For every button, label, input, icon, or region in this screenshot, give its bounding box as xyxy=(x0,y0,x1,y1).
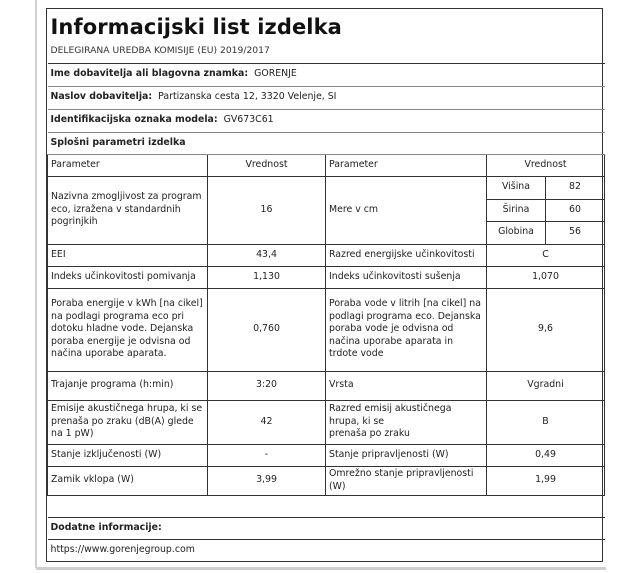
value-eei: 43,4 xyxy=(208,244,326,266)
model-row xyxy=(48,109,605,132)
section-title: Splošni parametri izdelka xyxy=(48,132,605,154)
param-type: Vrsta xyxy=(326,371,487,400)
param-energy-class: Razred energijske učinkovitosti xyxy=(326,244,487,266)
supplier-address-label: Naslov dobavitelja: xyxy=(50,91,153,103)
dimension-value-depth: 56 xyxy=(546,221,605,244)
param-off-mode: Stanje izključenosti (W) xyxy=(48,444,208,466)
param-delay-start: Zamik vklopa (W) xyxy=(48,466,208,495)
value-cleaning-index: 1,130 xyxy=(208,266,326,288)
dimension-label-width: Širina xyxy=(487,199,546,221)
supplier-name-label: Ime dobavitelja ali blagovna znamka: xyxy=(50,68,249,80)
value-off-mode: - xyxy=(208,444,326,466)
value-standby-mode: 0,49 xyxy=(487,444,605,466)
page-shadow xyxy=(286,567,606,570)
title-block xyxy=(48,9,605,63)
param-rated-capacity: Nazivna zmogljivost za program eco, izražena v standardnih pogrinjkih xyxy=(48,176,208,244)
param-water-consumption: Poraba vode v litrih [na cikel] na podlagi programa eco. Dejanska poraba vode je odvisna od načina uporabe aparata in trdote vode xyxy=(326,288,487,371)
value-type: Vgradni xyxy=(487,371,605,400)
value-rated-capacity: 16 xyxy=(208,176,326,244)
column-header-parameter: Parameter xyxy=(48,154,208,176)
page-shadow xyxy=(36,567,286,570)
model-value: GV673C61 xyxy=(223,114,274,126)
param-noise-class xyxy=(326,400,487,444)
supplier-address-value: Partizanska cesta 12, 3320 Velenje, SI xyxy=(158,91,337,103)
dimension-value-width: 60 xyxy=(546,199,605,221)
value-water-consumption: 9,6 xyxy=(487,288,605,371)
supplier-address-row xyxy=(48,86,605,109)
page-title: Informacijski list izdelka xyxy=(50,15,342,40)
param-networked-standby: Omrežno stanje pripravljenosti (W) xyxy=(326,466,487,495)
param-noise-emission: Emisije akustičnega hrupa, ki se prenaša po zraku (dB(A) glede na 1 pW) xyxy=(48,400,208,444)
param-eei: EEI xyxy=(48,244,208,266)
value-energy-class: C xyxy=(487,244,605,266)
value-program-duration: 3:20 xyxy=(208,371,326,400)
param-noise-class-line2: prenaša po zraku xyxy=(329,428,410,440)
regulation-text: DELEGIRANA UREDBA KOMISIJE (EU) 2019/2017 xyxy=(50,45,270,57)
value-noise-class: B xyxy=(487,400,605,444)
product-information-sheet xyxy=(46,8,603,562)
column-header-value: Vrednost xyxy=(208,154,326,176)
param-drying-index: Indeks učinkovitosti sušenja xyxy=(326,266,487,288)
supplier-name-value: GORENJE xyxy=(254,68,297,80)
additional-info-label: Dodatne informacije: xyxy=(48,517,605,539)
param-program-duration: Trajanje programa (h:min) xyxy=(48,371,208,400)
additional-info-url[interactable]: https://www.gorenjegroup.com xyxy=(48,539,605,561)
param-standby-mode: Stanje pripravljenosti (W) xyxy=(326,444,487,466)
dimension-label-height: Višina xyxy=(487,176,546,199)
info-table xyxy=(47,9,605,561)
param-noise-class-line1: Razred emisij akustičnega hrupa, ki se xyxy=(329,403,452,427)
dimension-value-height: 82 xyxy=(546,176,605,199)
column-header-value: Vrednost xyxy=(487,154,605,176)
param-dimensions: Mere v cm xyxy=(326,176,487,244)
page-edge-line xyxy=(35,0,37,568)
value-networked-standby: 1,99 xyxy=(487,466,605,495)
param-cleaning-index: Indeks učinkovitosti pomivanja xyxy=(48,266,208,288)
value-energy-consumption: 0,760 xyxy=(208,288,326,371)
column-header-parameter: Parameter xyxy=(326,154,487,176)
param-energy-consumption: Poraba energije v kWh [na cikel] na podlagi programa eco pri dotoku hladne vode. Dejanska poraba energije je odvisna od načina uporabe aparata. xyxy=(48,288,208,371)
model-label: Identifikacijska oznaka modela: xyxy=(50,114,218,126)
value-delay-start: 3,99 xyxy=(208,466,326,495)
dimension-label-depth: Globina xyxy=(487,221,546,244)
value-drying-index: 1,070 xyxy=(487,266,605,288)
supplier-name-row xyxy=(48,63,605,86)
value-noise-emission: 42 xyxy=(208,400,326,444)
empty-row xyxy=(48,495,605,517)
